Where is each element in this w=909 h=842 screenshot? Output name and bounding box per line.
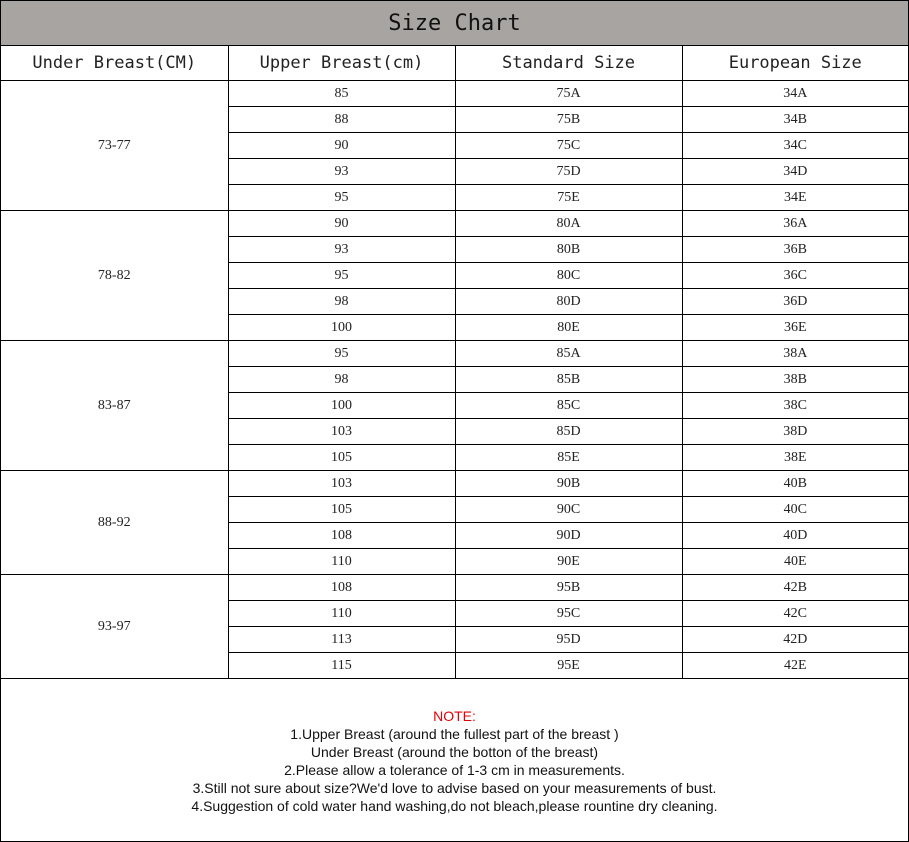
standard-size-cell: 75C: [455, 133, 682, 159]
european-size-cell: 34E: [682, 185, 908, 211]
upper-breast-cell: 105: [228, 445, 455, 471]
size-chart-title: Size Chart: [388, 10, 521, 36]
header-under-breast: Under Breast(CM): [1, 46, 228, 81]
european-size-cell: 38E: [682, 445, 908, 471]
header-row: [1, 46, 908, 81]
upper-breast-cell: 113: [228, 627, 455, 653]
standard-size-cell: 95B: [455, 575, 682, 601]
european-size-cell: 36E: [682, 315, 908, 341]
size-table-body: [1, 81, 908, 679]
upper-breast-cell: 90: [228, 211, 455, 237]
notes-section: [1, 707, 908, 815]
european-size-cell: 38C: [682, 393, 908, 419]
note-line: 2.Please allow a tolerance of 1-3 cm in measurements.: [284, 762, 625, 778]
upper-breast-cell: 93: [228, 159, 455, 185]
european-size-cell: 38D: [682, 419, 908, 445]
upper-breast-cell: 108: [228, 575, 455, 601]
size-table: [1, 46, 908, 679]
note-heading: NOTE:: [433, 708, 476, 724]
european-size-cell: 34C: [682, 133, 908, 159]
header-upper-breast: Upper Breast(cm): [228, 46, 455, 81]
upper-breast-cell: 98: [228, 367, 455, 393]
standard-size-cell: 75D: [455, 159, 682, 185]
table-row: [1, 81, 908, 107]
under-breast-range: 88-92: [1, 471, 228, 575]
european-size-cell: 42C: [682, 601, 908, 627]
european-size-cell: 42E: [682, 653, 908, 679]
note-line: 1.Upper Breast (around the fullest part of the breast ): [290, 726, 619, 742]
upper-breast-cell: 108: [228, 523, 455, 549]
upper-breast-cell: 95: [228, 263, 455, 289]
standard-size-cell: 85E: [455, 445, 682, 471]
european-size-cell: 36A: [682, 211, 908, 237]
table-row: [1, 575, 908, 601]
european-size-cell: 40C: [682, 497, 908, 523]
upper-breast-cell: 103: [228, 419, 455, 445]
table-row: [1, 471, 908, 497]
upper-breast-cell: 100: [228, 315, 455, 341]
european-size-cell: 34A: [682, 81, 908, 107]
european-size-cell: 36C: [682, 263, 908, 289]
standard-size-cell: 95D: [455, 627, 682, 653]
upper-breast-cell: 95: [228, 341, 455, 367]
upper-breast-cell: 95: [228, 185, 455, 211]
standard-size-cell: 85C: [455, 393, 682, 419]
european-size-cell: 38B: [682, 367, 908, 393]
note-line: Under Breast (around the botton of the breast): [310, 744, 599, 760]
upper-breast-cell: 90: [228, 133, 455, 159]
upper-breast-cell: 110: [228, 601, 455, 627]
table-row: [1, 341, 908, 367]
upper-breast-cell: 103: [228, 471, 455, 497]
standard-size-cell: 80A: [455, 211, 682, 237]
standard-size-cell: 95E: [455, 653, 682, 679]
standard-size-cell: 80B: [455, 237, 682, 263]
european-size-cell: 36D: [682, 289, 908, 315]
standard-size-cell: 75B: [455, 107, 682, 133]
standard-size-cell: 75A: [455, 81, 682, 107]
under-breast-range: 93-97: [1, 575, 228, 679]
note-line: 4.Suggestion of cold water hand washing,do not bleach,please rountine dry cleaning.: [191, 798, 718, 814]
european-size-cell: 34D: [682, 159, 908, 185]
standard-size-cell: 75E: [455, 185, 682, 211]
header-european-size: European Size: [682, 46, 908, 81]
standard-size-cell: 90D: [455, 523, 682, 549]
standard-size-cell: 85B: [455, 367, 682, 393]
header-standard-size: Standard Size: [455, 46, 682, 81]
under-breast-range: 83-87: [1, 341, 228, 471]
note-line: 3.Still not sure about size?We'd love to advise based on your measurements of bust.: [192, 780, 717, 796]
standard-size-cell: 80C: [455, 263, 682, 289]
upper-breast-cell: 98: [228, 289, 455, 315]
european-size-cell: 38A: [682, 341, 908, 367]
upper-breast-cell: 105: [228, 497, 455, 523]
standard-size-cell: 80E: [455, 315, 682, 341]
standard-size-cell: 95C: [455, 601, 682, 627]
upper-breast-cell: 85: [228, 81, 455, 107]
standard-size-cell: 80D: [455, 289, 682, 315]
standard-size-cell: 85A: [455, 341, 682, 367]
european-size-cell: 42D: [682, 627, 908, 653]
european-size-cell: 36B: [682, 237, 908, 263]
standard-size-cell: 90E: [455, 549, 682, 575]
standard-size-cell: 90B: [455, 471, 682, 497]
european-size-cell: 42B: [682, 575, 908, 601]
upper-breast-cell: 110: [228, 549, 455, 575]
upper-breast-cell: 115: [228, 653, 455, 679]
european-size-cell: 40D: [682, 523, 908, 549]
european-size-cell: 40E: [682, 549, 908, 575]
size-chart-title-bar: [1, 1, 908, 46]
upper-breast-cell: 88: [228, 107, 455, 133]
standard-size-cell: 85D: [455, 419, 682, 445]
european-size-cell: 34B: [682, 107, 908, 133]
under-breast-range: 78-82: [1, 211, 228, 341]
upper-breast-cell: 100: [228, 393, 455, 419]
standard-size-cell: 90C: [455, 497, 682, 523]
table-row: [1, 211, 908, 237]
european-size-cell: 40B: [682, 471, 908, 497]
under-breast-range: 73-77: [1, 81, 228, 211]
upper-breast-cell: 93: [228, 237, 455, 263]
